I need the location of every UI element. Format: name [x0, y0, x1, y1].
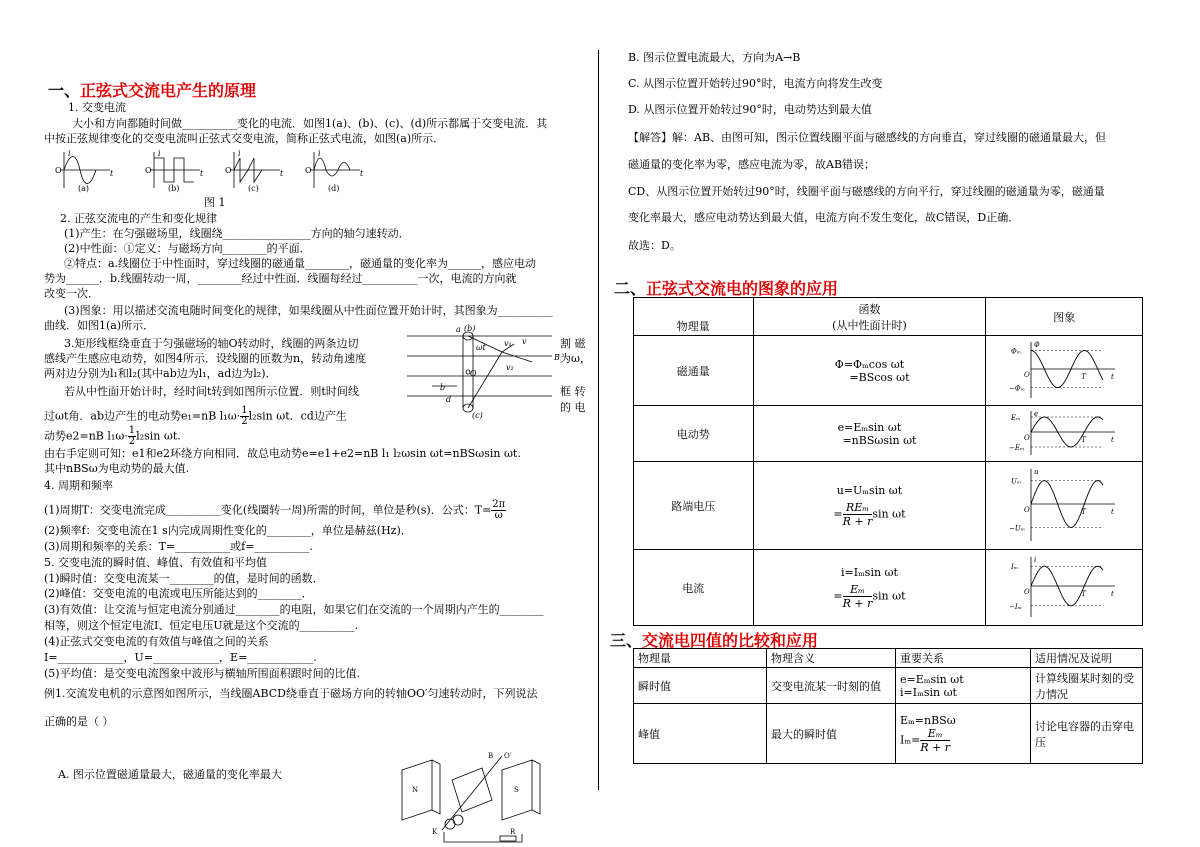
row-emf-name: 电动势: [634, 406, 754, 462]
column-divider: [598, 50, 599, 790]
answer-line3: CD、从图示位置开始转过90°时，线圈平面与磁感线的方向平行，穿过线圈的磁通量为零，磁通量: [628, 185, 1105, 198]
fraction-2pi-omega: $\frac{2\pi}{\omega}$: [492, 499, 506, 521]
fig4-label-v2: v₂: [506, 363, 514, 372]
fig4-label-O: O: [470, 369, 477, 378]
generator-figure: [392, 750, 562, 846]
fig1-label-c: (c): [248, 184, 259, 193]
p4-line2: (2)频率f：交变电流在1 s内完成周期性变化的________，单位是赫兹(Hz)．: [44, 524, 412, 537]
graph-trough-label: −Uₘ: [1009, 524, 1026, 533]
p2-line1: (1)产生：在匀强磁场里，线圈绕________________方向的轴匀速转动．: [64, 227, 410, 240]
p4-title: 4. 周期和频率: [44, 479, 113, 492]
tbl3-head-usage: 适用情况及说明: [1031, 649, 1143, 668]
table-row: [634, 406, 1143, 462]
option-a: A. 图示位置磁通量最大，磁通量的变化率最大: [58, 768, 282, 781]
current-sin-graph: [1009, 553, 1119, 619]
svg-text:i: i: [238, 149, 241, 158]
tbl3-instant-meaning: 交变电流某一时刻的值: [767, 668, 896, 704]
p3-line6: 动势e2=nB l₁ω· $\frac{1}{2}$ l₂sin ωt.: [44, 425, 181, 447]
p5-line5: (4)正弦式交变电流的有效值与峰值之间的关系: [44, 635, 269, 648]
section-1-heading: 一、正弦式交流电产生的原理: [48, 81, 257, 100]
graph-period-label: T: [1081, 373, 1087, 381]
graph-trough-label: −Eₘ: [1009, 444, 1025, 452]
fig4-label-b: (b): [464, 324, 476, 333]
graph-t-label: t: [1111, 508, 1115, 516]
p2-line6: (3)图象：用以描述交流电随时间变化的规律，如果线圈从中性面位置开始计时，其图象为__________: [64, 304, 553, 317]
row-emf-graph: [986, 406, 1143, 462]
svg-text:i: i: [158, 149, 161, 158]
p5-line2: (2)峰值：交变电流的电流或电压所能达到的________．: [44, 587, 313, 600]
p5-line4: 相等，则这个恒定电流I、恒定电压U就是这个交流的__________.: [44, 619, 359, 632]
row-flux-formula: Φ=Φₘcos ωt =BScos ωt: [753, 336, 986, 406]
p3-line5-end: 的 电: [560, 401, 586, 414]
table-row: [634, 462, 1143, 550]
fraction-half: $\frac{1}{2}$: [241, 405, 248, 427]
graph-period-label: T: [1081, 590, 1087, 598]
p5-title: 5. 交变电流的瞬时值、峰值、有效值和平均值: [44, 556, 267, 569]
fig1-label-d: (d): [328, 184, 340, 193]
p3-line3: 两对边分别为l₁和l₂(其中ab边为l₁，ad边为l₂)．: [44, 367, 277, 380]
flux-cos-graph: [1009, 338, 1119, 400]
fig4-label-d: d: [446, 395, 452, 404]
graph-ylabel: i: [1034, 556, 1037, 564]
p2-line3: ②特点：a.线圈位于中性面时，穿过线圈的磁通量________，磁通量的变化率为______，感应电动: [64, 257, 537, 270]
answer-line5: 故选：D。: [628, 239, 681, 252]
fig4-label-B: B: [554, 353, 560, 362]
svg-text:K: K: [432, 828, 438, 836]
svg-text:O: O: [225, 166, 232, 175]
graph-origin-label: O: [1024, 588, 1030, 596]
tbl3-peak-meaning: 最大的瞬时值: [767, 704, 896, 764]
graph-ylabel: Φ: [1034, 341, 1040, 349]
example-1-line1: 例1.交流发电机的示意图如图所示，当线圈ABCD绕垂直于磁场方向的转轴OO′匀速转动时，下列说法: [44, 687, 538, 700]
row-flux-name: 磁通量: [634, 336, 754, 406]
svg-text:t: t: [110, 169, 114, 178]
graph-table-head-function: 函数 (从中性面计时): [753, 298, 986, 336]
example-1-line2: 正确的是（ ）: [44, 715, 114, 728]
section-3-heading: 三、交流电四值的比较和应用: [610, 631, 819, 650]
row-voltage-formula: u=Uₘsin ωt = $\frac{\text{REₘ}}{R + r}$ sin ωt: [753, 462, 986, 550]
p4-line3: (3)周期和频率的关系：T=__________或f=__________.: [44, 540, 313, 553]
graph-table-head-graph: 图象: [986, 298, 1143, 336]
p1-title: 1. 交变电流: [68, 101, 126, 114]
row-current-graph: [986, 550, 1143, 626]
tbl3-peak-relation: Eₘ=nBSω Iₘ= $\frac{\text{Eₘ}}{R + r}$: [896, 704, 1031, 764]
voltage-sin-graph: [1009, 465, 1119, 543]
table-row: [634, 336, 1143, 406]
p3-line1-end: 割 磁: [560, 337, 586, 350]
graph-table: [633, 297, 1143, 626]
p4-line1: (1)周期T：交变电流完成__________变化(线圈转一周)所需的时间，单位是秒(s)．公式：T= $\frac{2\pi}{\omega}$: [44, 499, 506, 521]
option-c: C. 从图示位置开始转过90°时，电流方向将发生改变: [628, 77, 883, 90]
svg-text:O′: O′: [504, 752, 512, 760]
graph-peak-label: Eₘ: [1011, 414, 1021, 422]
graph-peak-label: Iₘ: [1011, 563, 1019, 572]
svg-text:O: O: [145, 166, 152, 175]
graph-t-label: t: [1111, 436, 1115, 444]
svg-text:R: R: [510, 828, 516, 836]
row-flux-graph: [986, 336, 1143, 406]
option-b: B. 图示位置电流最大，方向为A→B: [628, 51, 801, 64]
p2-line4: 势为______．b.线圈转动一周，________经过中性面．线圈每经过__________一次，电流的方向就: [44, 272, 517, 285]
p3-line1: 3.矩形线框绕垂直于匀强磁场的轴O转动时，线圈的两条边切: [64, 337, 359, 350]
p3-line8: 其中nBSω为电动势的最大值.: [44, 462, 190, 475]
p3-line2: 感线产生感应电动势，如图4所示．设线圈的匝数为n，转动角速度: [44, 352, 367, 365]
graph-peak-label: Φₘ: [1011, 347, 1022, 356]
p3-line5: 过ωt角．ab边产生的电动势e₁=nB l₁ω· $\frac{1}{2}$ l₂sin ωt．cd边产生: [44, 405, 347, 427]
svg-text:B: B: [488, 752, 494, 760]
row-voltage-graph: [986, 462, 1143, 550]
graph-trough-label: −Iₘ: [1009, 602, 1023, 611]
fig4-label-v1: v₁: [504, 339, 512, 348]
p3-line7: 由右手定则可知：e1和e2环绕方向相同．故总电动势e=e1+e2=nB l₁ l₂ωsin ωt=nBSωsin ωt.: [44, 447, 521, 460]
p5-line3: (3)有效值：让交流与恒定电流分别通过________的电阻，如果它们在交流的一个周期内产生的________: [44, 603, 544, 616]
figure-1-waveforms: [50, 148, 370, 198]
svg-text:i: i: [318, 149, 321, 158]
fig1-label-a: (a): [78, 184, 90, 193]
tbl3-peak-name: 峰值: [634, 704, 767, 764]
p1-line2: 中按正弦规律变化的交变电流叫正弦式交变电流，简称正弦式电流，如图(a)所示．: [44, 132, 445, 145]
p3-line4: 若从中性面开始计时，经时间t转到如图所示位置．则t时间线: [64, 385, 359, 398]
p3-line4-end: 框 转: [560, 385, 586, 398]
fig1-label-b: (b): [168, 184, 180, 193]
graph-t-label: t: [1111, 590, 1115, 598]
graph-origin-label: O: [1024, 434, 1030, 442]
p2-line2: (2)中性面：①定义：与磁场方向________的平面．: [64, 242, 311, 255]
option-d: D. 从图示位置开始转过90°时，电动势达到最大值: [628, 103, 872, 116]
p5-line7: (5)平均值：是交变电流图象中波形与横轴所围面积跟时间的比值.: [44, 667, 361, 680]
four-values-table: [633, 648, 1143, 764]
row-emf-formula: e=Eₘsin ωt =nBSωsin ωt: [753, 406, 986, 462]
graph-ylabel: u: [1034, 468, 1039, 476]
p5-line6: I=____________，U=____________，E=____________.: [44, 651, 317, 664]
graph-ylabel: e: [1034, 410, 1039, 418]
svg-text:t: t: [200, 169, 204, 178]
fig4-label-a: a: [456, 325, 461, 334]
p2-line5: 改变一次．: [44, 287, 99, 300]
fraction-half-2: $\frac{1}{2}$: [128, 425, 136, 447]
tbl3-head-relation: 重要关系: [896, 649, 1031, 668]
graph-origin-label: O: [1024, 506, 1030, 514]
answer-line1: 【解答】解：AB、由图可知，图示位置线圈平面与磁感线的方向垂直，穿过线圈的磁通量最大，但: [628, 131, 1107, 144]
answer-line2: 磁通量的变化率为零，感应电流为零，故AB错误；: [628, 158, 876, 171]
emf-sin-graph: [1009, 407, 1119, 457]
row-current-formula: i=Iₘsin ωt = $\frac{\text{Eₘ}}{R + r}$ sin ωt: [753, 550, 986, 626]
graph-trough-label: −Φₘ: [1009, 384, 1026, 393]
p2-line7: 曲线．如图1(a)所示．: [44, 319, 155, 332]
fig4-label-c: (c): [472, 411, 483, 420]
table-row: [634, 704, 1143, 764]
p5-line1: (1)瞬时值：交变电流某一________的值，是时间的函数．: [44, 572, 324, 585]
fig4-label-b2: b: [440, 383, 446, 392]
p1-line1: 大小和方向都随时间做__________变化的电流．如图1(a)、(b)、(c)、(d)所示都属于交变电流．其: [72, 117, 548, 130]
svg-text:O: O: [305, 166, 312, 175]
tbl3-head-meaning: 物理含义: [767, 649, 896, 668]
graph-period-label: T: [1081, 508, 1087, 516]
graph-origin-label: O: [1024, 371, 1030, 379]
p2-title: 2. 正弦交流电的产生和变化规律: [60, 212, 217, 225]
graph-t-label: t: [1111, 373, 1115, 381]
row-current-name: 电流: [634, 550, 754, 626]
figure-4-coil: [402, 322, 562, 420]
svg-text:i: i: [68, 149, 71, 158]
svg-text:N: N: [412, 786, 419, 794]
svg-text:S: S: [514, 786, 519, 794]
tbl3-instant-name: 瞬时值: [634, 668, 767, 704]
answer-line4: 变化率最大，感应电动势达到最大值，电流方向不发生变化，故C错误，D正确．: [628, 211, 1020, 224]
svg-text:t: t: [280, 169, 284, 178]
table-row: [634, 668, 1143, 704]
row-voltage-name: 路端电压: [634, 462, 754, 550]
graph-table-head-quantity: 物理量: [634, 298, 754, 336]
graph-peak-label: Uₘ: [1011, 477, 1022, 486]
section-2-heading: 二、正弦式交流电的图象的应用: [614, 279, 839, 298]
tbl3-instant-usage: 计算线圈某时刻的受力情况: [1031, 668, 1143, 704]
graph-period-label: T: [1081, 436, 1087, 444]
fig4-label-v: v: [522, 337, 527, 346]
p3-line2-end: 为ω，: [560, 352, 591, 365]
fig4-label-wt: ωt: [476, 343, 486, 352]
table-row: [634, 550, 1143, 626]
tbl3-peak-usage: 讨论电容器的击穿电压: [1031, 704, 1143, 764]
svg-text:O: O: [55, 166, 62, 175]
fig1-caption: 图 1: [204, 196, 226, 209]
svg-text:t: t: [360, 169, 364, 178]
tbl3-instant-relation: e=Eₘsin ωt i=Iₘsin ωt: [896, 668, 1031, 704]
tbl3-head-quantity: 物理量: [634, 649, 767, 668]
